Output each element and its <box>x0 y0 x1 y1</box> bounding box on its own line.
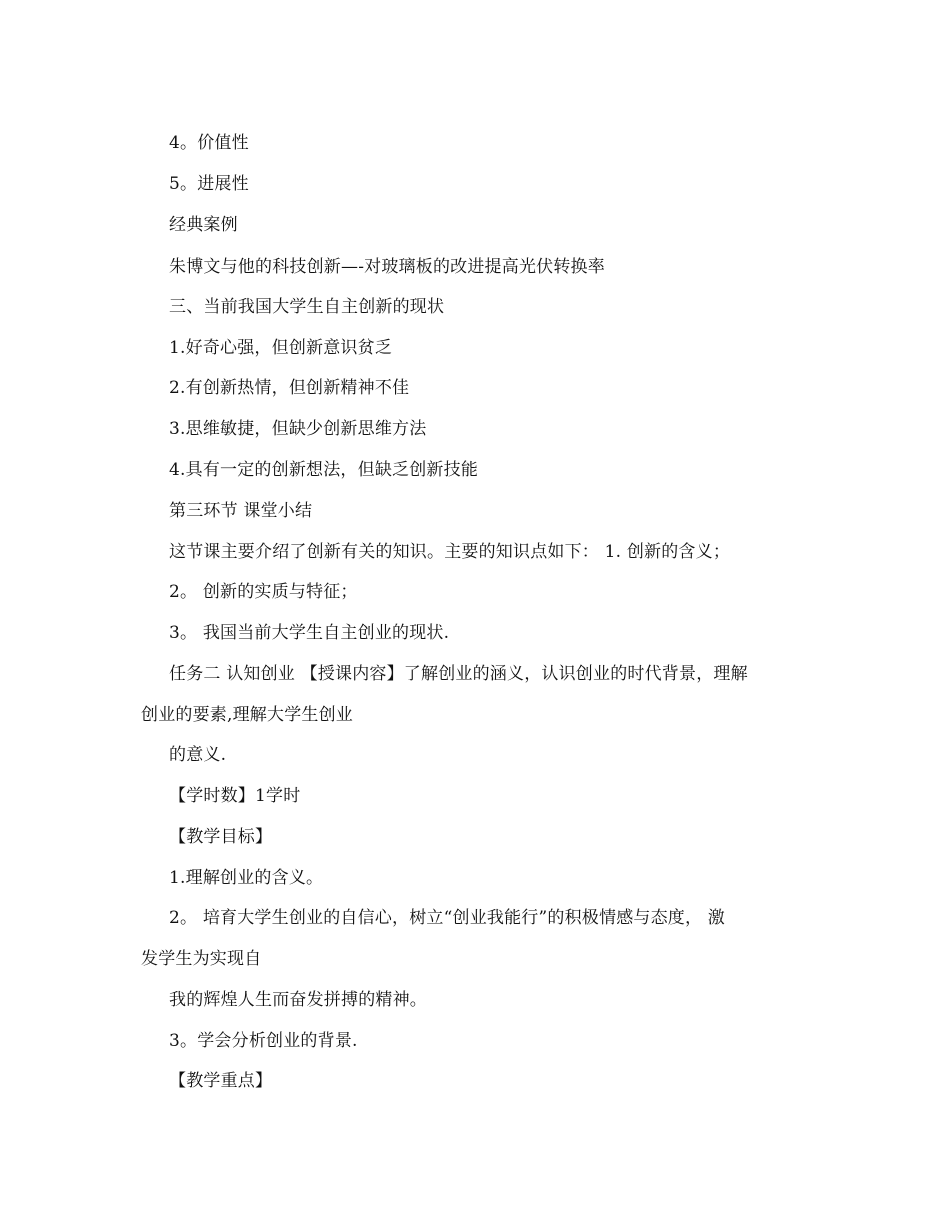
task-heading: 任务二 认知创业 【授课内容】了解创业的涵义，认识创业的时代背景，理解 <box>169 664 748 684</box>
list-item: 2。 创新的实质与特征； <box>169 582 358 602</box>
paragraph-continuation: 发学生为实现自 <box>141 949 262 969</box>
list-item: 3。学会分析创业的背景. <box>169 1031 358 1051</box>
section-heading-objectives: 【教学目标】 <box>169 827 273 847</box>
paragraph-continuation: 我的辉煌人生而奋发拼搏的精神。 <box>169 990 427 1010</box>
list-item: 2.有创新热情，但创新精神不佳 <box>169 378 410 398</box>
paragraph-continuation: 的意义. <box>169 745 227 765</box>
section-heading-key-points: 【教学重点】 <box>169 1071 273 1091</box>
section-heading-summary: 第三环节 课堂小结 <box>169 501 313 521</box>
list-item: 3.思维敏捷，但缺少创新思维方法 <box>169 419 427 439</box>
paragraph-continuation: 创业的要素,理解大学生创业 <box>141 705 354 725</box>
list-item: 1.理解创业的含义。 <box>169 868 324 888</box>
list-item: 4.具有一定的创新想法，但缺乏创新技能 <box>169 460 479 480</box>
section-heading-classic-case: 经典案例 <box>169 215 238 235</box>
paragraph: 这节课主要介绍了创新有关的知识。主要的知识点如下： 1. 创新的含义； <box>169 542 731 562</box>
list-item: 3。 我国当前大学生自主创业的现状. <box>169 623 450 643</box>
case-title: 朱博文与他的科技创新—-对玻璃板的改进提高光伏转换率 <box>169 257 605 277</box>
list-item: 1.好奇心强，但创新意识贫乏 <box>169 338 393 358</box>
section-heading-status: 三、当前我国大学生自主创新的现状 <box>169 297 445 317</box>
list-item: 2。 培育大学生创业的自信心，树立“创业我能行”的积极情感与态度， 激 <box>169 908 726 928</box>
list-item-value: 4。价值性 <box>169 133 249 153</box>
list-item-progress: 5。进展性 <box>169 174 249 194</box>
class-hours: 【学时数】1学时 <box>169 786 301 806</box>
